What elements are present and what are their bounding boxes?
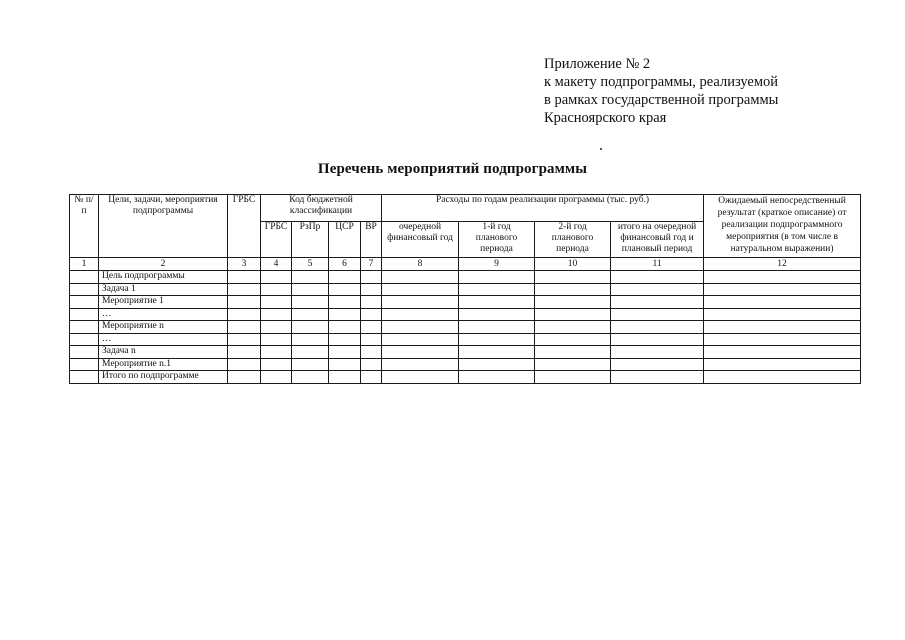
column-number: 4 bbox=[261, 258, 292, 271]
empty-cell bbox=[261, 346, 292, 359]
empty-cell bbox=[261, 308, 292, 321]
empty-cell bbox=[70, 333, 99, 346]
row-label: Задача 1 bbox=[99, 283, 228, 296]
column-number: 9 bbox=[459, 258, 535, 271]
column-number: 1 bbox=[70, 258, 99, 271]
empty-cell bbox=[70, 271, 99, 284]
subheader-current-year: очередной финансовый год bbox=[382, 222, 459, 258]
row-label: Мероприятие 1 bbox=[99, 296, 228, 309]
empty-cell bbox=[704, 283, 861, 296]
empty-cell bbox=[459, 321, 535, 334]
empty-cell bbox=[535, 271, 611, 284]
table-row bbox=[70, 271, 861, 284]
empty-cell bbox=[329, 358, 361, 371]
empty-cell bbox=[228, 371, 261, 384]
empty-cell bbox=[70, 346, 99, 359]
empty-cell bbox=[329, 308, 361, 321]
empty-cell bbox=[292, 271, 329, 284]
empty-cell bbox=[535, 283, 611, 296]
empty-cell bbox=[292, 308, 329, 321]
empty-cell bbox=[459, 271, 535, 284]
column-number: 2 bbox=[99, 258, 228, 271]
empty-cell bbox=[382, 308, 459, 321]
empty-cell bbox=[459, 346, 535, 359]
empty-cell bbox=[382, 333, 459, 346]
table-row bbox=[70, 346, 861, 359]
column-number: 5 bbox=[292, 258, 329, 271]
empty-cell bbox=[292, 358, 329, 371]
row-label: … bbox=[99, 333, 228, 346]
column-number: 7 bbox=[361, 258, 382, 271]
empty-cell bbox=[228, 321, 261, 334]
column-number: 6 bbox=[329, 258, 361, 271]
empty-cell bbox=[261, 283, 292, 296]
empty-cell bbox=[361, 371, 382, 384]
row-label: Итого по подпрограмме bbox=[99, 371, 228, 384]
empty-cell bbox=[329, 283, 361, 296]
column-number: 8 bbox=[382, 258, 459, 271]
empty-cell bbox=[611, 271, 704, 284]
appendix-line: в рамках государственной программы bbox=[544, 92, 779, 108]
empty-cell bbox=[228, 358, 261, 371]
appendix-line: Приложение № 2 bbox=[544, 56, 651, 72]
empty-cell bbox=[459, 283, 535, 296]
empty-cell bbox=[704, 271, 861, 284]
empty-cell bbox=[329, 333, 361, 346]
empty-cell bbox=[704, 346, 861, 359]
empty-cell bbox=[382, 271, 459, 284]
table-row bbox=[70, 308, 861, 321]
empty-cell bbox=[704, 358, 861, 371]
empty-cell bbox=[535, 346, 611, 359]
empty-cell bbox=[382, 321, 459, 334]
empty-cell bbox=[611, 358, 704, 371]
empty-cell bbox=[292, 346, 329, 359]
empty-cell bbox=[70, 371, 99, 384]
header-budget-code: Код бюджетной классификации bbox=[261, 195, 382, 222]
empty-cell bbox=[611, 296, 704, 309]
row-label: Задача n bbox=[99, 346, 228, 359]
table-row bbox=[70, 283, 861, 296]
empty-cell bbox=[459, 296, 535, 309]
empty-cell bbox=[361, 296, 382, 309]
empty-cell bbox=[228, 333, 261, 346]
column-number: 3 bbox=[228, 258, 261, 271]
table-row bbox=[70, 296, 861, 309]
empty-cell bbox=[704, 308, 861, 321]
empty-cell bbox=[261, 358, 292, 371]
empty-cell bbox=[329, 321, 361, 334]
empty-cell bbox=[228, 296, 261, 309]
row-label: … bbox=[99, 308, 228, 321]
empty-cell bbox=[70, 321, 99, 334]
empty-cell bbox=[459, 358, 535, 371]
empty-cell bbox=[70, 283, 99, 296]
empty-cell bbox=[382, 371, 459, 384]
empty-cell bbox=[361, 321, 382, 334]
empty-cell bbox=[329, 371, 361, 384]
column-number-row bbox=[70, 258, 861, 271]
empty-cell bbox=[361, 333, 382, 346]
empty-cell bbox=[329, 346, 361, 359]
empty-cell bbox=[382, 346, 459, 359]
empty-cell bbox=[382, 296, 459, 309]
empty-cell bbox=[704, 371, 861, 384]
empty-cell bbox=[704, 296, 861, 309]
empty-cell bbox=[611, 321, 704, 334]
activities-table bbox=[69, 194, 861, 384]
empty-cell bbox=[361, 346, 382, 359]
empty-cell bbox=[261, 371, 292, 384]
empty-cell bbox=[611, 346, 704, 359]
column-number: 11 bbox=[611, 258, 704, 271]
empty-cell bbox=[70, 308, 99, 321]
empty-cell bbox=[459, 308, 535, 321]
empty-cell bbox=[611, 283, 704, 296]
empty-cell bbox=[228, 283, 261, 296]
header-num: № п/п bbox=[70, 195, 99, 258]
empty-cell bbox=[382, 358, 459, 371]
column-number: 12 bbox=[704, 258, 861, 271]
empty-cell bbox=[535, 296, 611, 309]
scan-speck bbox=[600, 148, 602, 150]
empty-cell bbox=[329, 271, 361, 284]
empty-cell bbox=[704, 333, 861, 346]
empty-cell bbox=[70, 358, 99, 371]
row-label: Мероприятие n.1 bbox=[99, 358, 228, 371]
row-label: Мероприятие n bbox=[99, 321, 228, 334]
subheader-vr: ВР bbox=[361, 222, 382, 258]
table-row bbox=[70, 321, 861, 334]
empty-cell bbox=[261, 271, 292, 284]
column-number: 10 bbox=[535, 258, 611, 271]
empty-cell bbox=[292, 371, 329, 384]
empty-cell bbox=[228, 346, 261, 359]
empty-cell bbox=[535, 371, 611, 384]
empty-cell bbox=[292, 296, 329, 309]
empty-cell bbox=[535, 358, 611, 371]
empty-cell bbox=[382, 283, 459, 296]
header-grbs: ГРБС bbox=[228, 195, 261, 258]
empty-cell bbox=[228, 271, 261, 284]
empty-cell bbox=[361, 271, 382, 284]
table-row bbox=[70, 333, 861, 346]
table-body bbox=[70, 271, 861, 384]
empty-cell bbox=[459, 371, 535, 384]
subheader-grbs: ГРБС bbox=[261, 222, 292, 258]
empty-cell bbox=[361, 308, 382, 321]
subheader-rzpr: РзПр bbox=[292, 222, 329, 258]
empty-cell bbox=[611, 308, 704, 321]
row-label: Цель подпрограммы bbox=[99, 271, 228, 284]
appendix-line: Красноярского края bbox=[544, 110, 667, 126]
subheader-csr: ЦСР bbox=[329, 222, 361, 258]
header-goals: Цели, задачи, мероприятия подпрограммы bbox=[99, 195, 228, 258]
empty-cell bbox=[361, 358, 382, 371]
empty-cell bbox=[459, 333, 535, 346]
empty-cell bbox=[228, 308, 261, 321]
empty-cell bbox=[535, 333, 611, 346]
subheader-total: итого на очередной финансовый год и плановый период bbox=[611, 222, 704, 258]
empty-cell bbox=[611, 333, 704, 346]
header-expenses: Расходы по годам реализации программы (тыс. руб.) bbox=[382, 195, 704, 222]
empty-cell bbox=[261, 333, 292, 346]
empty-cell bbox=[535, 321, 611, 334]
appendix-line: к макету подпрограммы, реализуемой bbox=[544, 74, 779, 90]
empty-cell bbox=[261, 296, 292, 309]
empty-cell bbox=[704, 321, 861, 334]
subheader-plan-year-2: 2-й год планового периода bbox=[535, 222, 611, 258]
table-row bbox=[70, 358, 861, 371]
table-row bbox=[70, 371, 861, 384]
empty-cell bbox=[261, 321, 292, 334]
empty-cell bbox=[292, 283, 329, 296]
header-result: Ожидаемый непосредственный результат (краткое описание) от реализации подпрограммного мероприятия (в том числе в натуральном выражении) bbox=[704, 195, 861, 258]
document-title: Перечень мероприятий подпрограммы bbox=[317, 161, 588, 177]
empty-cell bbox=[535, 308, 611, 321]
appendix-note bbox=[544, 55, 778, 127]
empty-cell bbox=[70, 296, 99, 309]
empty-cell bbox=[292, 333, 329, 346]
empty-cell bbox=[329, 296, 361, 309]
subheader-plan-year-1: 1-й год планового периода bbox=[459, 222, 535, 258]
empty-cell bbox=[292, 321, 329, 334]
empty-cell bbox=[611, 371, 704, 384]
empty-cell bbox=[361, 283, 382, 296]
